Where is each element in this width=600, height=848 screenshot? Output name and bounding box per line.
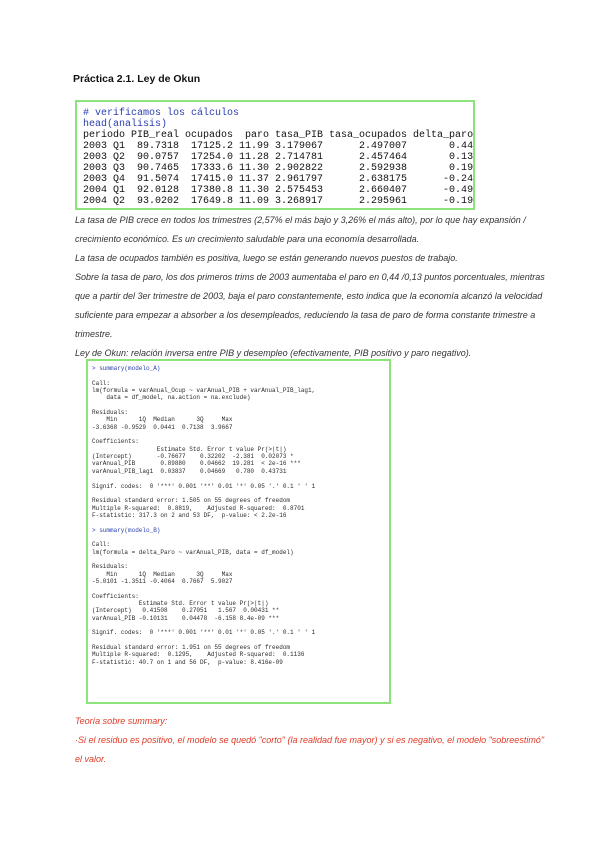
summary-line: Multiple R-squared: 0.8819, Adjusted R-squared: 0.8701 (92, 504, 305, 512)
summary-line: Residuals: (92, 563, 129, 571)
summary-line: data = df_model, na.action = na.exclude) (92, 394, 251, 402)
summary-line: (Intercept) 0.41508 0.27051 1.567 0.00431 ** (92, 607, 280, 615)
code-line: 2003 Q2 90.0757 17254.0 11.28 2.714781 2.457464 0.13 (83, 152, 474, 163)
paragraph-okun-law: Ley de Okun: relación inversa entre PIB y desempleo (efectivamente, PIB positivo y paro negativo). (75, 348, 472, 358)
summary-line: Multiple R-squared: 0.1295, Adjusted R-squared: 0.1136 (92, 651, 305, 659)
summary-line: > summary(modelo_A) (92, 365, 161, 372)
summary-line: Residual standard error: 1.951 on 55 degrees of freedom (92, 644, 291, 652)
summary-line: lm(formula = varAnual_Ocup ~ varAnual_PIB + varAnual_PIB_lag1, (92, 387, 316, 395)
summary-line: varAnual_PIB -0.10131 0.04478 -6.158 8.4e-09 *** (92, 614, 280, 622)
summary-line: F-statistic: 40.7 on 1 and 56 DF, p-value: 8.416e-09 (92, 658, 283, 666)
code-line: 2003 Q3 90.7465 17333.6 11.30 2.902822 2.592938 0.19 (83, 163, 474, 174)
summary-line: Signif. codes: 0 '***' 0.001 '**' 0.01 '*' 0.05 '.' 0.1 ' ' 1 (92, 629, 316, 637)
summary-line: Call: (92, 541, 111, 549)
code-lines (83, 108, 473, 207)
code-line: head(analisis) (83, 119, 168, 130)
code-line: # verificamos los cálculos (83, 108, 240, 119)
summary-theory-notes (75, 712, 545, 769)
summary-line: F-statistic: 317.3 on 2 and 53 DF, p-value: < 2.2e-16 (92, 511, 287, 519)
code-line: 2003 Q1 89.7318 17125.2 11.99 3.179067 2.497007 0.44 (83, 141, 474, 152)
page-title: Práctica 2.1. Ley de Okun (73, 73, 201, 85)
summary-output (92, 365, 389, 666)
r-console-snippet-summaries (86, 359, 391, 704)
code-line: 2004 Q2 93.0202 17649.8 11.09 3.268917 2.295961 -0.19 (83, 196, 474, 207)
summary-line: lm(formula = delta_Paro ~ varAnual_PIB, data = df_model) (92, 548, 294, 556)
summary-line: Min 1Q Median 3Q Max (92, 416, 233, 424)
summary-line: Estimate Std. Error t value Pr(>|t|) (92, 600, 269, 607)
summary-line: Call: (92, 379, 111, 387)
summary-line: Coefficients: (92, 438, 139, 446)
summary-line: Min 1Q Median 3Q Max (92, 570, 233, 578)
code-line: periodo PIB_real ocupados paro tasa_PIB tasa_ocupados delta_paro (83, 130, 474, 141)
paragraph-paro: Sobre la tasa de paro, los dos primeros trims de 2003 aumentaba el paro en 0,44 /0,13 puntos porcentuales, mientras que a partir del 3er trimestre de 2003, baja el paro constantemente, esto indica que la economía alcanzó la velocidad suficiente para empezar a absorber a los desempleados, reduciendo la tasa de paro de forma constante trimestre a trimestre. (75, 272, 545, 339)
summary-line: varAnual_PIB_lag1 0.03837 0.04669 0.780 0.43731 (92, 467, 287, 475)
notes-heading: Teoría sobre summary: (75, 716, 168, 726)
summary-line: Residuals: (92, 409, 129, 417)
summary-line: -3.6368 -0.9529 0.0441 0.7138 3.9667 (92, 423, 233, 431)
summary-line: > summary(modelo_B) (92, 526, 161, 534)
notes-residual-explanation: ·Si el residuo es positivo, el modelo se quedó "corto" (la realidad fue mayor) y si es negativo, el modelo "sobreestimó" el valor. (75, 735, 545, 764)
code-line: 2003 Q4 91.5074 17415.0 11.37 2.961797 2.638175 -0.24 (83, 174, 474, 185)
r-console-snippet-verification (75, 100, 475, 210)
summary-line: Residual standard error: 1.505 on 55 degrees of freedom (92, 497, 291, 505)
summary-line: (Intercept) -0.76677 0.32202 -2.381 0.02073 * (92, 453, 294, 461)
paragraph-pib-growth: La tasa de PIB crece en todos los trimestres (2,57% el más bajo y 3,26% el más alto), por lo que hay expansión / crecimiento económico. Es un crecimiento saludable para una economía desarrollada. (75, 215, 526, 244)
code-line: 2004 Q1 92.0128 17380.8 11.30 2.575453 2.660407 -0.49 (83, 185, 474, 196)
summary-line: Coefficients: (92, 592, 139, 600)
summary-line: varAnual_PIB 0.89880 0.04662 19.281 < 2e-16 *** (92, 460, 301, 468)
paragraph-ocupados: La tasa de ocupados también es positiva, luego se están generando nuevos puestos de trabajo. (75, 253, 458, 263)
summary-line: -5.0101 -1.3511 -0.4064 0.7667 5.9027 (92, 577, 233, 585)
summary-line: Estimate Std. Error t value Pr(>|t|) (92, 445, 287, 453)
summary-line: Signif. codes: 0 '***' 0.001 '**' 0.01 '*' 0.05 '.' 0.1 ' ' 1 (92, 482, 316, 490)
analysis-text (75, 211, 545, 363)
